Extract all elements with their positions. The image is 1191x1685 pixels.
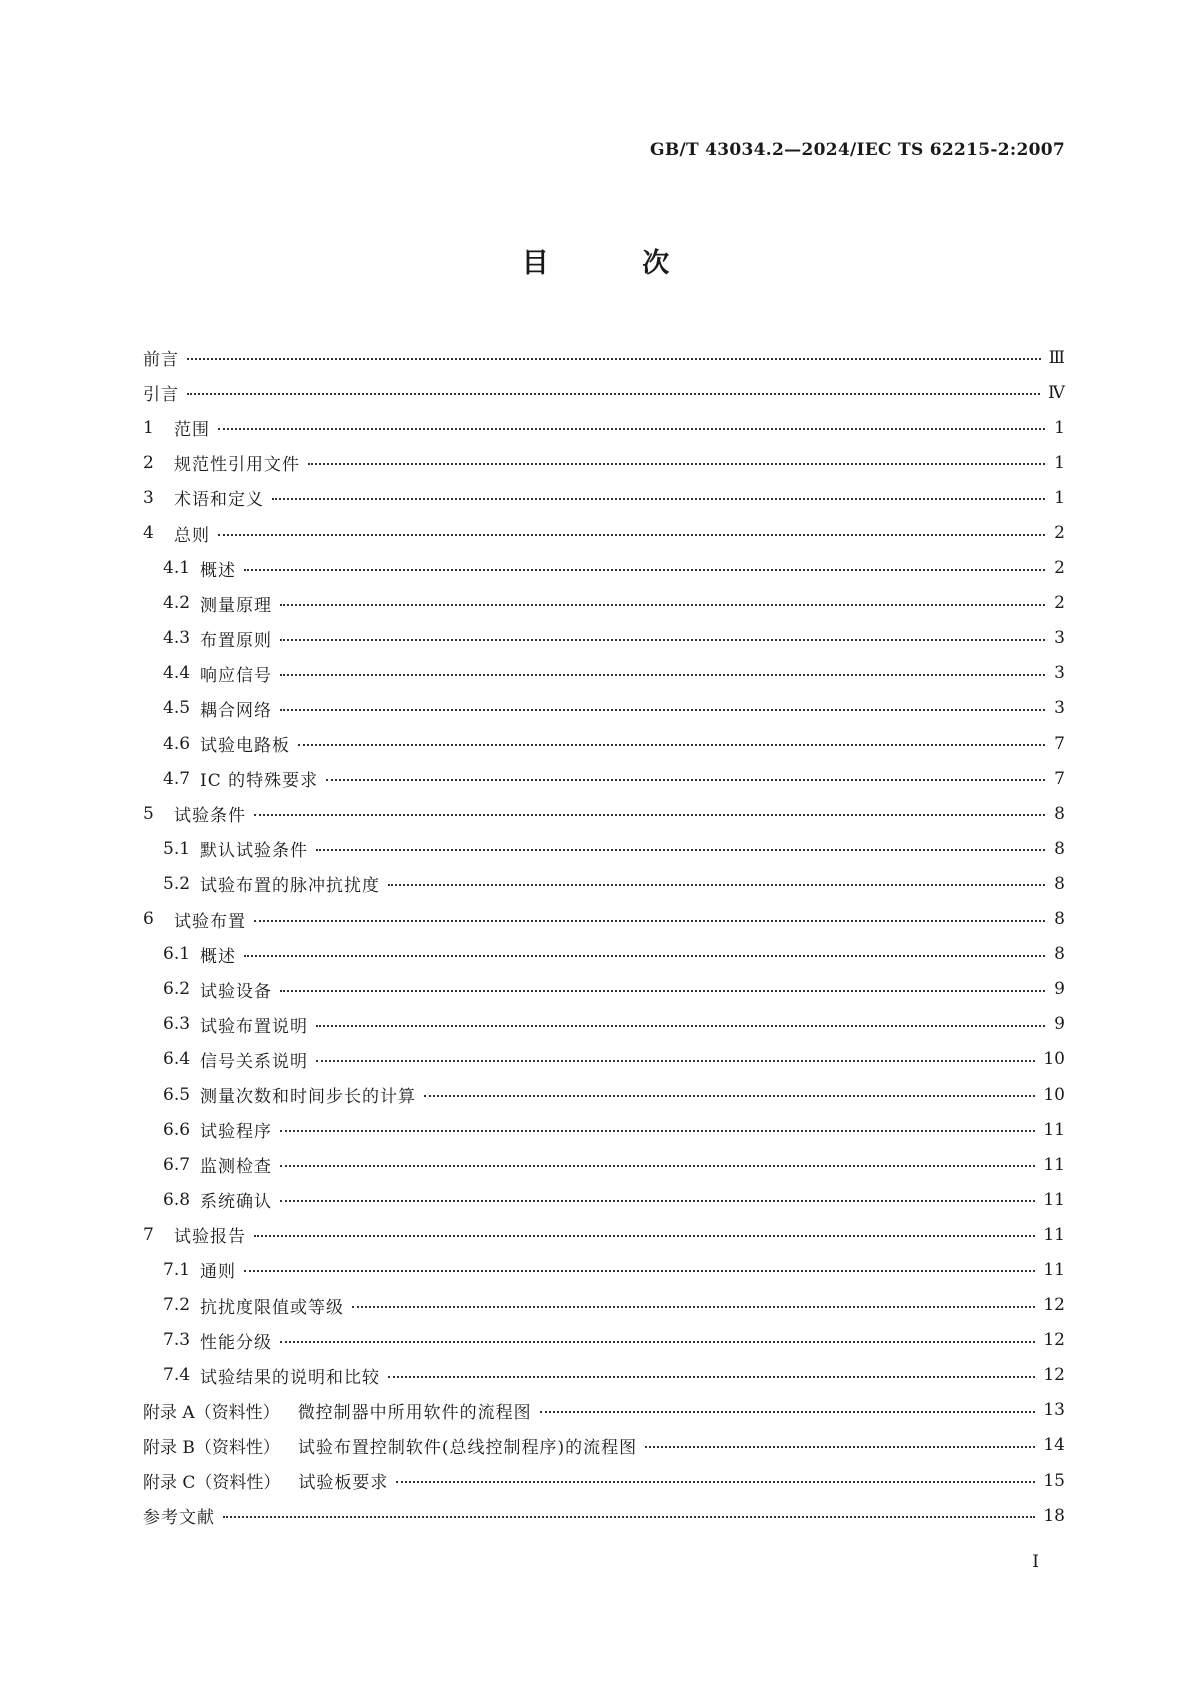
toc-entry-title: 响应信号 (200, 665, 272, 686)
toc-entry-page: 11 (1043, 1224, 1065, 1245)
toc-entry[interactable] (143, 445, 1065, 480)
toc-entry-number: 6.3 (163, 1014, 191, 1035)
toc-entry-page: 11 (1043, 1154, 1065, 1175)
toc-entry-number: 4.5 (163, 698, 191, 719)
toc-dot-leader (280, 989, 1045, 992)
toc-entry-page: 8 (1054, 873, 1065, 894)
toc-dot-leader (388, 883, 1045, 886)
toc-dot-leader (218, 427, 1045, 430)
toc-entry-title: 引言 (143, 385, 179, 406)
toc-entry-page: 15 (1043, 1470, 1065, 1491)
page-number: I (1032, 1552, 1039, 1572)
toc-entry[interactable] (143, 1428, 1065, 1463)
toc-entry-title: 抗扰度限值或等级 (200, 1297, 344, 1318)
toc-dot-leader (316, 1024, 1045, 1027)
toc-entry-page: 10 (1043, 1049, 1065, 1070)
toc-entry-page: 12 (1043, 1365, 1065, 1386)
toc-entry-page: 7 (1054, 733, 1065, 754)
toc-entry[interactable] (143, 1252, 1065, 1287)
toc-entry-title: 试验条件 (174, 806, 246, 827)
toc-dot-leader (396, 1480, 1035, 1483)
toc-entry-page: Ⅳ (1048, 382, 1065, 403)
toc-entry-number: 附录 C（资料性） (143, 1473, 281, 1494)
toc-entry-page: 3 (1054, 663, 1065, 684)
toc-entry-number: 附录 B（资料性） (143, 1437, 280, 1458)
toc-entry-page: 10 (1043, 1084, 1065, 1105)
toc-entry[interactable] (143, 656, 1065, 691)
toc-entry-title: 测量原理 (200, 595, 272, 616)
toc-entry-page: 9 (1054, 1014, 1065, 1035)
toc-entry-number: 6.4 (163, 1049, 191, 1070)
toc-dot-leader (280, 603, 1045, 606)
toc-entry[interactable] (143, 480, 1065, 515)
toc-entry-number: 6.2 (163, 979, 191, 1000)
toc-dot-leader (280, 1164, 1035, 1167)
toc-entry-title: 规范性引用文件 (174, 455, 300, 476)
toc-entry-number: 5.2 (163, 873, 191, 894)
toc-entry-page: 11 (1043, 1189, 1065, 1210)
toc-entry-number: 6.6 (163, 1119, 191, 1140)
toc-entry-number: 4.7 (163, 768, 191, 789)
toc-entry-number: 6.5 (163, 1084, 191, 1105)
toc-entry-number: 4.1 (163, 558, 191, 579)
toc-dot-leader (308, 462, 1045, 465)
toc-entry-title: 参考文献 (143, 1508, 215, 1529)
toc-entry-number: 7.2 (163, 1295, 191, 1316)
toc-entry[interactable] (143, 621, 1065, 656)
toc-entry-page: 1 (1054, 417, 1065, 438)
toc-entry-title: 试验电路板 (200, 736, 290, 757)
toc-dot-leader (326, 778, 1045, 781)
toc-entry-number: 5.1 (163, 838, 191, 859)
toc-entry-page: 12 (1043, 1330, 1065, 1351)
toc-entry-title: 概述 (200, 946, 236, 967)
toc-entry-title: 监测检查 (200, 1157, 272, 1178)
toc-entry[interactable] (143, 937, 1065, 972)
toc-entry[interactable] (143, 1147, 1065, 1182)
toc-entry-title: IC 的特殊要求 (200, 771, 319, 792)
toc-dot-leader (280, 673, 1045, 676)
toc-entry-number: 附录 A（资料性） (143, 1402, 280, 1423)
toc-entry-page: Ⅲ (1048, 347, 1065, 368)
toc-entry[interactable] (143, 1112, 1065, 1147)
toc-entry[interactable] (143, 831, 1065, 866)
toc-entry-title: 试验结果的说明和比较 (200, 1367, 380, 1388)
toc-entry-page: 8 (1054, 838, 1065, 859)
toc-entry[interactable] (143, 902, 1065, 937)
toc-dot-leader (540, 1410, 1036, 1413)
toc-entry[interactable] (143, 726, 1065, 761)
toc-entry-number: 4 (143, 523, 154, 544)
toc-dot-leader (280, 1129, 1035, 1132)
toc-entry-title: 系统确认 (200, 1192, 272, 1213)
toc-entry-page: 1 (1054, 452, 1065, 473)
toc-entry-title: 布置原则 (200, 630, 272, 651)
toc-entry-number: 2 (143, 452, 154, 473)
toc-entry-title: 耦合网络 (200, 700, 272, 721)
toc-entry-title: 测量次数和时间步长的计算 (200, 1087, 416, 1108)
toc-entry-page: 12 (1043, 1295, 1065, 1316)
toc-dot-leader (223, 1515, 1035, 1518)
toc-entry-title: 通则 (200, 1262, 236, 1283)
toc-entry-page: 8 (1054, 944, 1065, 965)
toc-entry-page: 14 (1043, 1435, 1065, 1456)
toc-entry-page: 1 (1054, 487, 1065, 508)
toc-entry-title: 试验报告 (174, 1227, 246, 1248)
toc-entry-title: 试验程序 (200, 1122, 272, 1143)
toc-entry[interactable] (143, 1042, 1065, 1077)
toc-dot-leader (316, 1059, 1035, 1062)
toc-entry-page: 2 (1054, 558, 1065, 579)
toc-entry-page: 7 (1054, 768, 1065, 789)
toc-dot-leader (388, 1375, 1035, 1378)
toc-entry-number: 7.4 (163, 1365, 191, 1386)
toc-entry-number: 4.6 (163, 733, 191, 754)
toc-entry-page: 18 (1043, 1505, 1065, 1526)
toc-entry[interactable] (143, 515, 1065, 550)
toc-entry-page: 2 (1054, 523, 1065, 544)
toc-dot-leader (254, 919, 1045, 922)
toc-entry-title: 微控制器中所用软件的流程图 (297, 1402, 532, 1423)
toc-dot-leader (645, 1445, 1035, 1448)
toc-entry-number: 6.1 (163, 944, 191, 965)
toc-entry-page: 8 (1054, 803, 1065, 824)
toc-dot-leader (272, 497, 1045, 500)
toc-entry[interactable] (143, 796, 1065, 831)
toc-dot-leader (280, 1340, 1035, 1343)
toc-entry-title: 试验设备 (200, 981, 272, 1002)
toc-entry-title: 性能分级 (200, 1332, 272, 1353)
toc-entry[interactable] (143, 1323, 1065, 1358)
toc-dot-leader (218, 533, 1045, 536)
toc-entry[interactable] (143, 586, 1065, 621)
toc-entry-number: 6.8 (163, 1189, 191, 1210)
toc-dot-leader (424, 1094, 1035, 1097)
toc-dot-leader (254, 813, 1045, 816)
toc-entry[interactable] (143, 410, 1065, 445)
toc-dot-leader (187, 392, 1040, 395)
toc-entry-page: 2 (1054, 593, 1065, 614)
toc-entry-title: 术语和定义 (174, 490, 264, 511)
toc-entry-number: 4.3 (163, 628, 191, 649)
toc-entry-page: 9 (1054, 979, 1065, 1000)
toc-entry[interactable] (143, 1182, 1065, 1217)
toc-entry-number: 5 (143, 803, 154, 824)
toc-dot-leader (352, 1305, 1035, 1308)
toc-dot-leader (244, 954, 1045, 957)
toc-entry-number: 7 (143, 1224, 154, 1245)
toc-dot-leader (244, 1269, 1035, 1272)
toc-entry[interactable] (143, 551, 1065, 586)
toc-entry-page: 3 (1054, 698, 1065, 719)
toc-entry-page: 11 (1043, 1259, 1065, 1280)
toc-entry-title: 总则 (174, 525, 210, 546)
toc-entry-page: 8 (1054, 909, 1065, 930)
toc-dot-leader (316, 848, 1045, 851)
toc-entry[interactable] (143, 761, 1065, 796)
toc-entry-number: 3 (143, 487, 154, 508)
toc-entry-number: 6 (143, 909, 154, 930)
toc-entry-title: 概述 (200, 560, 236, 581)
toc-entry-title: 前言 (143, 350, 179, 371)
toc-dot-leader (280, 638, 1045, 641)
toc-entry-page: 13 (1043, 1400, 1065, 1421)
standard-code: GB/T 43034.2—2024/IEC TS 62215-2:2007 (650, 140, 1065, 160)
toc-entry-title: 范围 (174, 420, 210, 441)
toc-entry[interactable] (143, 1288, 1065, 1323)
toc-entry[interactable] (143, 1007, 1065, 1042)
toc-entry-title: 试验布置控制软件(总线控制程序)的流程图 (297, 1437, 638, 1458)
toc-entry[interactable] (143, 340, 1065, 375)
toc-entry[interactable] (143, 1217, 1065, 1252)
toc-entry[interactable] (143, 691, 1065, 726)
toc-entry[interactable] (143, 375, 1065, 410)
toc-entry[interactable] (143, 1498, 1065, 1533)
toc-entry-title: 试验布置的脉冲抗扰度 (200, 876, 380, 897)
toc-entry-title: 默认试验条件 (200, 841, 308, 862)
toc-entry-title: 信号关系说明 (200, 1051, 308, 1072)
toc-entry-number: 4.2 (163, 593, 191, 614)
toc-entry-title: 试验布置 (174, 911, 246, 932)
toc-entry[interactable] (143, 866, 1065, 901)
toc-dot-leader (280, 708, 1045, 711)
toc-entry-page: 11 (1043, 1119, 1065, 1140)
toc-entry-number: 6.7 (163, 1154, 191, 1175)
toc-entry-number: 7.1 (163, 1259, 191, 1280)
toc-dot-leader (280, 1199, 1035, 1202)
toc-entry-number: 7.3 (163, 1330, 191, 1351)
toc-dot-leader (254, 1234, 1035, 1237)
toc-entry[interactable] (143, 1463, 1065, 1498)
toc-entry-title: 试验板要求 (298, 1473, 389, 1494)
toc-entry-title: 试验布置说明 (200, 1016, 308, 1037)
toc-entry[interactable] (143, 1077, 1065, 1112)
toc-dot-leader (244, 568, 1045, 571)
toc-entry-number: 1 (143, 417, 154, 438)
toc-entry[interactable] (143, 1358, 1065, 1393)
toc-dot-leader (298, 743, 1045, 746)
table-of-contents (143, 340, 1065, 1533)
page-title: 目 次 (521, 248, 712, 279)
toc-entry-number: 4.4 (163, 663, 191, 684)
toc-dot-leader (187, 357, 1041, 360)
toc-entry[interactable] (143, 1393, 1065, 1428)
toc-entry[interactable] (143, 972, 1065, 1007)
toc-entry-page: 3 (1054, 628, 1065, 649)
